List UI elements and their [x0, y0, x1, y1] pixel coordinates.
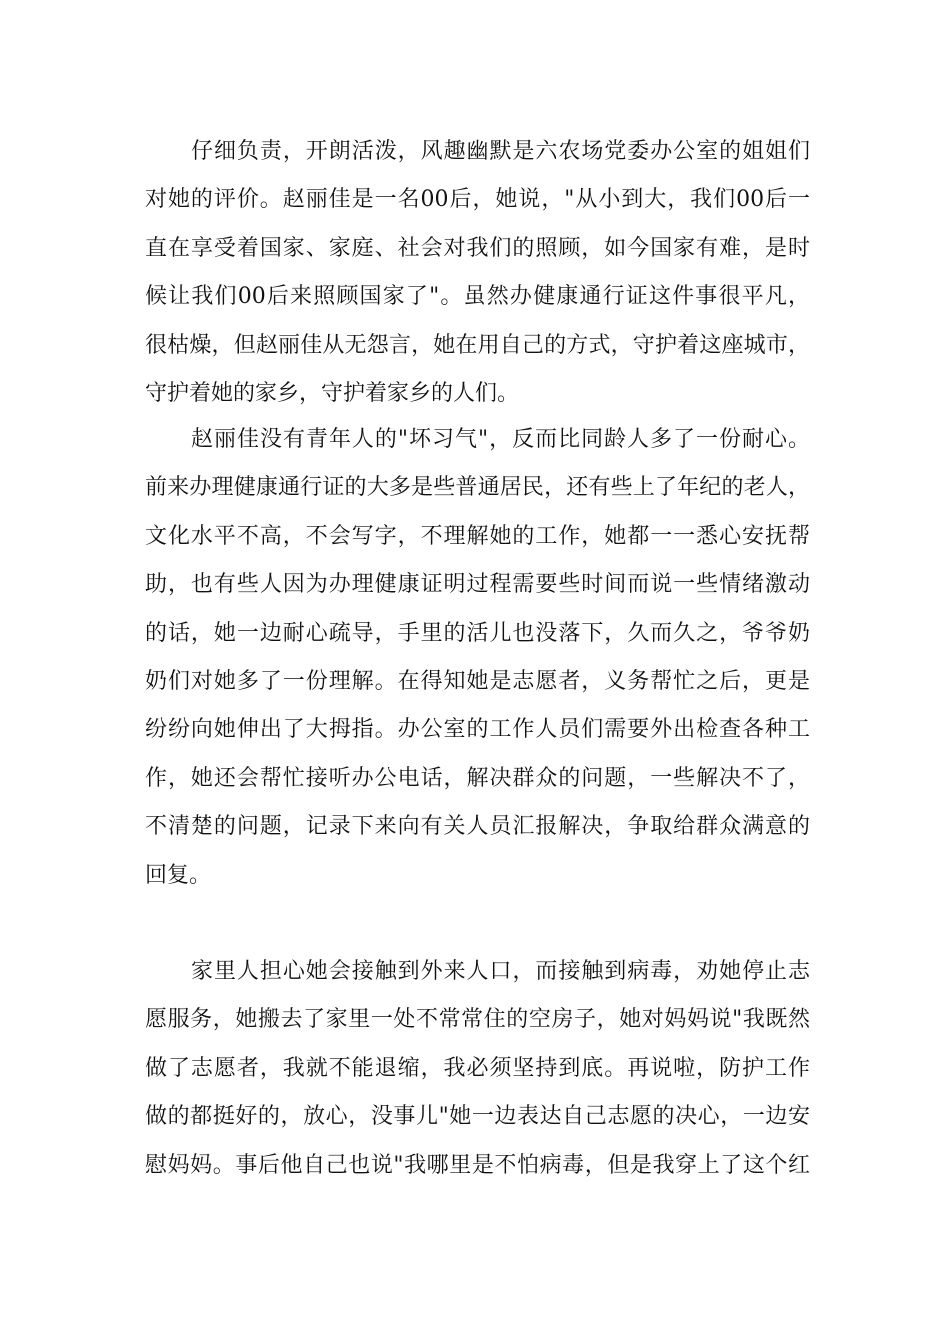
paragraph-line: 对她的评价。赵丽佳是一名00后，她说，"从小到大，我们00后一: [145, 187, 811, 213]
paragraph-line: 仔细负责，开朗活泼，风趣幽默是六农场党委办公室的姐姐们: [191, 139, 810, 164]
paragraph-line: 做了志愿者，我就不能退缩，我必须坚持到底。再说啦，防护工作: [145, 1055, 810, 1081]
paragraph-line: 纷纷向她伸出了大拇指。办公室的工作人员们需要外出检查各种工: [145, 717, 810, 743]
paragraph-line: 赵丽佳没有青年人的"坏习气"，反而比同龄人多了一份耐心。: [191, 427, 810, 452]
paragraph-line: 慰妈妈。事后他自己也说"我哪里是不怕病毒，但是我穿上了这个红: [145, 1152, 810, 1178]
paragraph-1: [145, 128, 810, 418]
paragraph-line: 前来办理健康通行证的大多是些普通居民，还有些上了年纪的老人，: [145, 475, 810, 501]
paragraph-line: 助，也有些人因为办理健康证明过程需要些时间而说一些情绪激动: [145, 572, 810, 598]
paragraph-line: 的话，她一边耐心疏导，手里的活儿也没落下，久而久之，爷爷奶: [145, 620, 810, 646]
paragraph-line: 直在享受着国家、家庭、社会对我们的照顾，如今国家有难，是时: [145, 235, 810, 261]
paragraph-3: [145, 948, 810, 1190]
paragraph-line: 文化水平不高，不会写字，不理解她的工作，她都一一悉心安抚帮: [145, 523, 810, 549]
paragraph-line: 做的都挺好的，放心，没事儿"她一边表达自己志愿的决心，一边安: [145, 1104, 810, 1130]
paragraph-line: 不清楚的问题，记录下来向有关人员汇报解决，争取给群众满意的: [145, 814, 810, 840]
paragraph-line: 守护着她的家乡，守护着家乡的人们。: [145, 380, 520, 406]
paragraph-line: 家里人担心她会接触到外来人口，而接触到病毒，劝她停止志: [191, 959, 810, 984]
paragraph-line: 作，她还会帮忙接听办公电话，解决群众的问题，一些解决不了，: [145, 765, 810, 791]
paragraph-line: 回复。: [145, 862, 212, 888]
paragraph-line: 候让我们00后来照顾国家了"。虽然办健康通行证这件事很平凡，: [145, 284, 810, 310]
paragraph-line: 愿服务，她搬去了家里一处不常常住的空房子，她对妈妈说"我既然: [145, 1007, 810, 1033]
paragraph-line: 奶们对她多了一份理解。在得知她是志愿者，义务帮忙之后，更是: [145, 668, 810, 694]
paragraph-2: [145, 416, 810, 900]
paragraph-line: 很枯燥，但赵丽佳从无怨言，她在用自己的方式，守护着这座城市，: [145, 332, 810, 358]
